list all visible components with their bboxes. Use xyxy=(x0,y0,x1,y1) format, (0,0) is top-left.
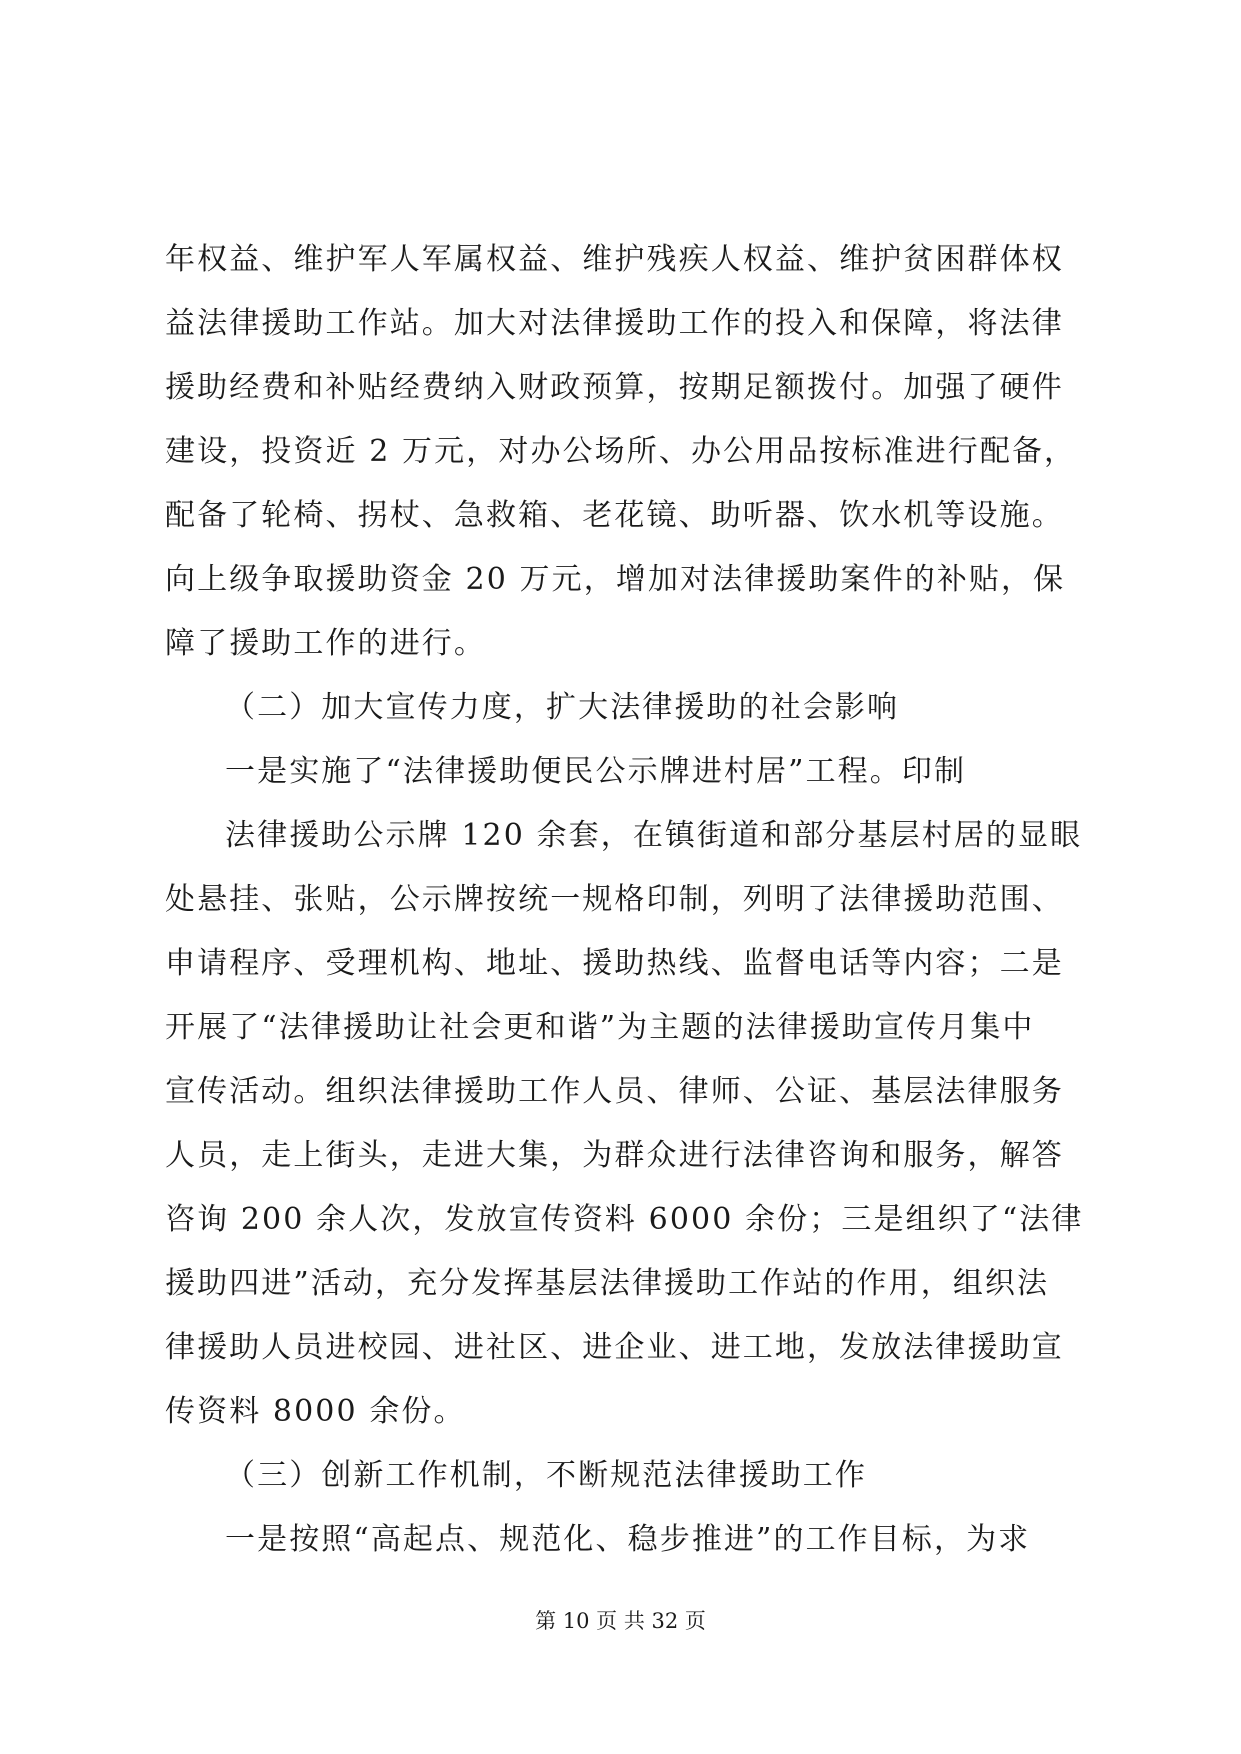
text-line: 援助经费和补贴经费纳入财政预算，按期足额拨付。加强了硬件 xyxy=(165,370,1064,405)
body-text xyxy=(165,228,1085,1572)
section-heading: （三）创新工作机制，不断规范法律援助工作 xyxy=(225,1458,867,1493)
text-line: 咨询 200 余人次，发放宣传资料 6000 余份；三是组织了“法律 xyxy=(165,1202,1084,1237)
text-line: 传资料 8000 余份。 xyxy=(165,1394,466,1429)
text-line: 宣传活动。组织法律援助工作人员、律师、公证、基层法律服务 xyxy=(165,1074,1064,1109)
text-line: 援助四进”活动，充分发挥基层法律援助工作站的作用，组织法 xyxy=(165,1266,1050,1301)
text-line: 益法律援助工作站。加大对法律援助工作的投入和保障，将法律 xyxy=(165,306,1064,341)
text-line: 人员，走上街头，走进大集，为群众进行法律咨询和服务，解答 xyxy=(165,1138,1064,1173)
text-line: 障了援助工作的进行。 xyxy=(165,626,486,661)
text-line: 一是实施了“法律援助便民公示牌进村居”工程。印制 xyxy=(225,754,967,789)
section-heading: （二）加大宣传力度，扩大法律援助的社会影响 xyxy=(225,690,900,725)
text-line: 向上级争取援助资金 20 万元，增加对法律援助案件的补贴，保 xyxy=(165,562,1066,597)
text-line: 法律援助公示牌 120 余套，在镇街道和部分基层村居的显眼 xyxy=(225,818,1083,853)
page-number-footer: 第 10 页 共 32 页 xyxy=(535,1609,706,1633)
text-line: 处悬挂、张贴，公示牌按统一规格印制，列明了法律援助范围、 xyxy=(165,882,1064,917)
text-line: 开展了“法律援助让社会更和谐”为主题的法律援助宣传月集中 xyxy=(165,1010,1035,1045)
text-line: 律援助人员进校园、进社区、进企业、进工地，发放法律援助宣 xyxy=(165,1330,1064,1365)
text-line: 建设，投资近 2 万元，对办公场所、办公用品按标准进行配备， xyxy=(165,434,1077,469)
text-line: 配备了轮椅、拐杖、急救箱、老花镜、助听器、饮水机等设施。 xyxy=(165,498,1064,533)
text-line: 一是按照“高起点、规范化、稳步推进”的工作目标，为求 xyxy=(225,1522,1031,1557)
text-line: 年权益、维护军人军属权益、维护残疾人权益、维护贫困群体权 xyxy=(165,242,1064,277)
text-line: 申请程序、受理机构、地址、援助热线、监督电话等内容；二是 xyxy=(165,946,1064,981)
